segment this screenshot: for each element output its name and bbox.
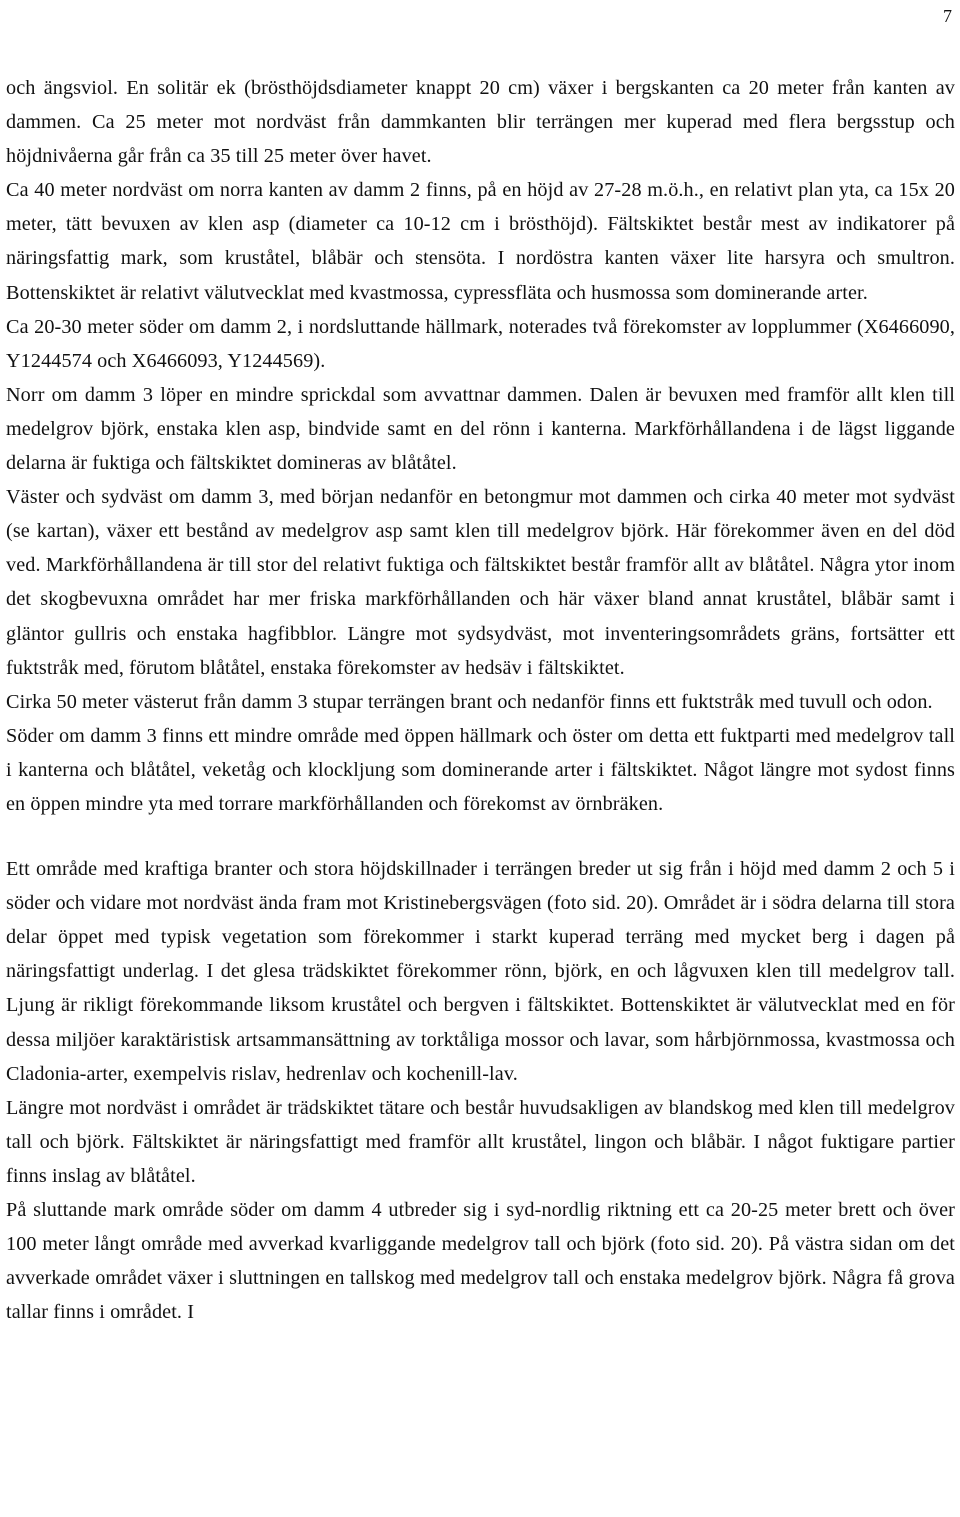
- paragraph: Cirka 50 meter västerut från damm 3 stupar terrängen brant och nedanför finns ett fuktstråk med tuvull och odon.: [6, 690, 933, 713]
- document-body: [6, 71, 955, 1329]
- page-number: 7: [943, 6, 952, 26]
- paragraph: På sluttande mark område söder om damm 4 utbreder sig i syd-nordlig riktning ett ca 20-25 meter brett och över 100 meter långt område med avverkad kvarliggande medelgrov tall och björk (foto sid. 20). På västra sidan om det avverkade området växer i sluttningen en tallskog med medelgrov tall och enstaka medelgrov björk. Några få grova tallar finns i området. I: [6, 1199, 955, 1324]
- paragraph: Ett område med kraftiga branter och stora höjdskillnader i terrängen breder ut sig från i höjd med damm 2 och 5 i söder och vidare mot nordväst ända fram mot Kristinebergsvägen (foto sid. 20). Området är i södra delarna till stora delar öppet med typisk vegetation som förekommer i starkt kuperad terräng med mycket berg i dagen på näringsfattigt underlag. I det glesa trädskiktet förekommer rönn, björk, en och lågvuxen klen till medelgrov tall. Ljung är rikligt förekommande liksom kruståtel och bergven i fältskiktet. Bottenskiktet är välutvecklat med en för dessa miljöer karaktäristisk artsammansättning av torktåliga mossor och lavar, som hårbjörnmossa, kvastmossa och Cladonia-arter, exempelvis rislav, hedrenlav och kochenill-lav.: [6, 858, 955, 1085]
- paragraph: Norr om damm 3 löper en mindre sprickdal som avvattnar dammen. Dalen är bevuxen med framför allt klen till medelgrov björk, enstaka klen asp, bindvide samt en del rönn i kanterna. Markförhållandena i de lägst liggande delarna är fuktiga och fältskiktet domineras av blåtåtel.: [6, 383, 955, 475]
- paragraph: Söder om damm 3 finns ett mindre område med öppen hällmark och öster om detta ett fuktparti med medelgrov tall i kanterna och blåtåtel, veketåg och klockljung som dominerande arter i fältskiktet. Något längre mot sydost finns en öppen mindre yta med torrare markförhållanden och förekomst av örnbräken.: [6, 724, 955, 815]
- paragraph: Väster och sydväst om damm 3, med början nedanför en betongmur mot dammen och cirka 40 meter mot sydväst (se kartan), växer ett bestånd av medelgrov asp samt klen till medelgrov björk. Här förekommer även en del död ved. Markförhållandena är till stor del relativt fuktiga och fältskiktet består framför allt av blåtåtel. Några ytor inom det skogbevuxna området har mer friska markförhållanden och här växer bland annat kruståtel, blåbär samt i gläntor gullris och enstaka hagfibblor. Längre mot sydsydväst, mot inventeringsområdets gräns, fortsätter ett fuktstråk med, förutom blåtåtel, enstaka förekomster av hedsäv i fältskiktet.: [6, 486, 955, 679]
- section-divider-space: [6, 821, 955, 852]
- paragraph: Ca 20-30 meter söder om damm 2, i nordsluttande hällmark, noterades två förekomster av lopplummer (X6466090, Y1244574 och X6466093, Y1244569).: [6, 315, 955, 372]
- paragraph: och ängsviol. En solitär ek (brösthöjdsdiameter knappt 20 cm) växer i bergskanten ca 20 meter från kanten av dammen. Ca 25 meter mot nordväst från dammkanten blir terrängen mer kuperad med flera bergsstup och höjdnivåerna går från ca 35 till 25 meter över havet.: [6, 77, 955, 168]
- paragraph: Ca 40 meter nordväst om norra kanten av damm 2 finns, på en höjd av 27-28 m.ö.h., en relativt plan yta, ca 15x 20 meter, tätt bevuxen av klen asp (diameter ca 10-12 cm i brösthöjd). Fältskiktet består mest av indikatorer på näringsfattig mark, som kruståtel, blåbär och stensöta. I nordöstra kanten växer lite harsyra och smultron. Bottenskiktet är relativt välutvecklat med kvastmossa, cypressfläta och husmossa som dominerande arter.: [6, 179, 955, 304]
- paragraph: Längre mot nordväst i området är trädskiktet tätare och består huvudsakligen av blandskog med klen till medelgrov tall och björk. Fältskiktet är näringsfattigt med framför allt kruståtel, lingon och blåbär. I något fuktigare partier finns inslag av blåtåtel.: [6, 1096, 955, 1187]
